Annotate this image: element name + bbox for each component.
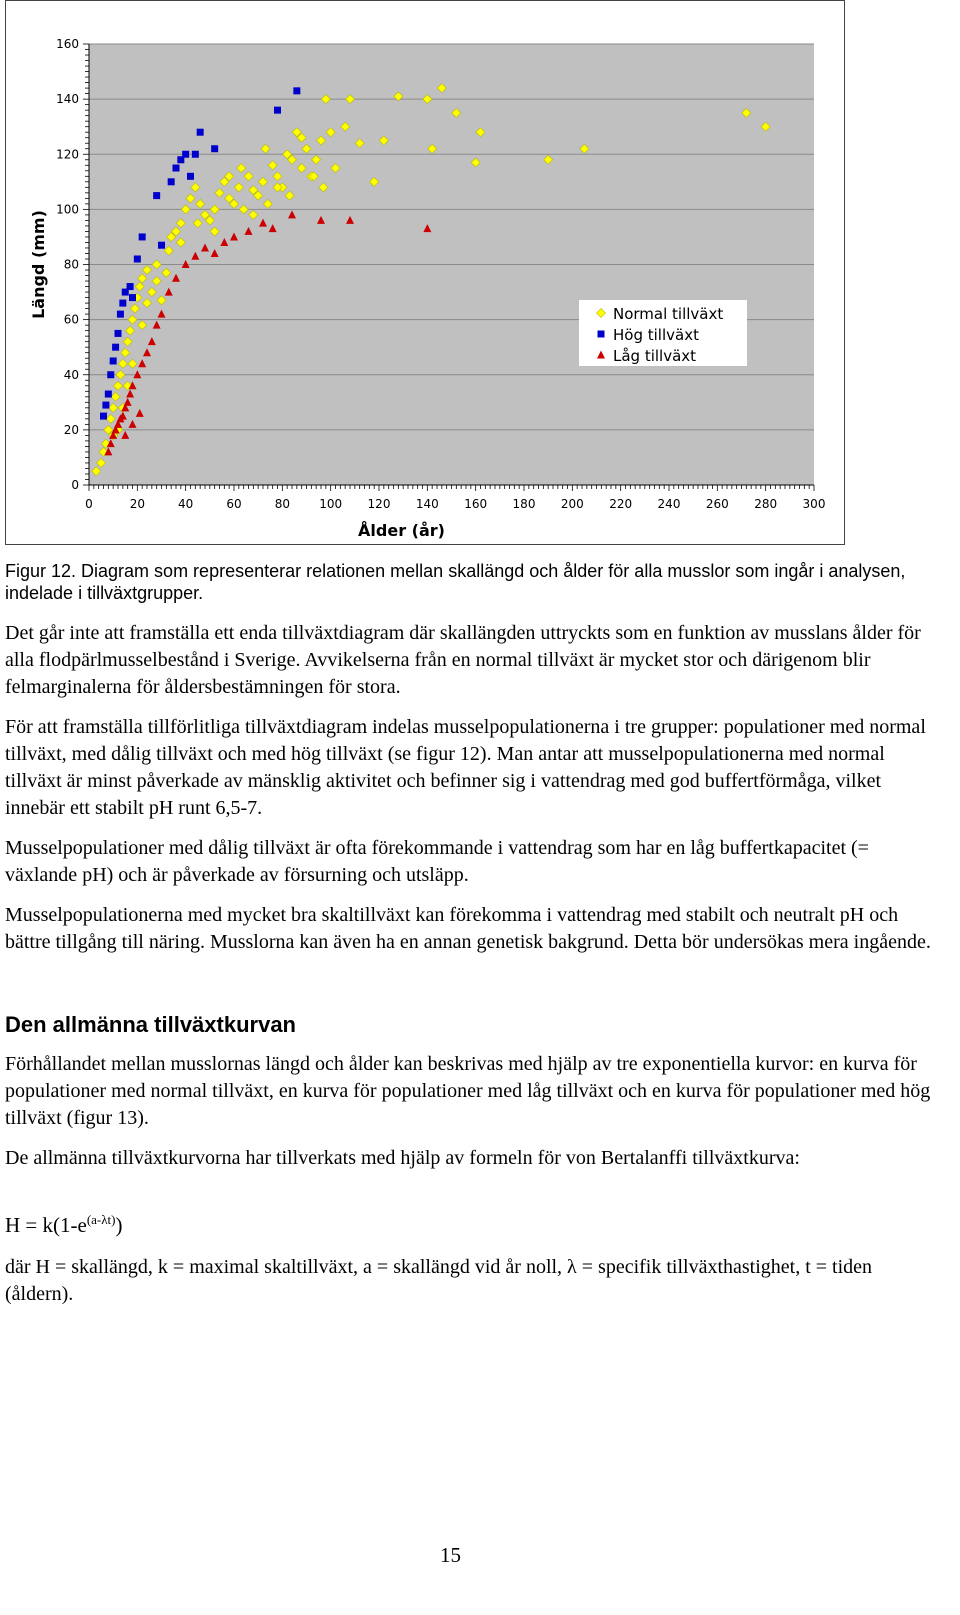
square-point-h-g-tillv-xt <box>139 233 146 240</box>
paragraph-6: De allmänna tillväxtkurvorna har tillverkats med hjälp av formeln för von Bertalanffi tillväxtkurva: <box>5 1147 800 1169</box>
legend-label: Låg tillväxt <box>613 347 697 365</box>
square-point-h-g-tillv-xt <box>115 330 122 337</box>
formula-end: ) <box>115 1213 123 1237</box>
square-point-h-g-tillv-xt <box>102 402 109 409</box>
x-tick-label: 0 <box>85 497 93 511</box>
y-tick-label: 20 <box>63 422 79 437</box>
square-point-h-g-tillv-xt <box>153 192 160 199</box>
y-tick-label: 120 <box>56 147 79 162</box>
x-tick-label: 60 <box>226 497 242 511</box>
square-point-h-g-tillv-xt <box>110 357 117 364</box>
square-point-h-g-tillv-xt <box>192 151 199 158</box>
x-tick-label: 180 <box>512 497 536 511</box>
paragraph-4: Musselpopulationerna med mycket bra skaltillväxt kan förekomma i vattendrag med stabilt och neutralt pH och bättre tillgång till näring. Musslorna kan även ha en annan genetisk bakgrund. Detta bör undersökas mera ingående. <box>5 904 931 953</box>
section-heading: Den allmänna tillväxtkurvan <box>5 1012 296 1037</box>
square-point-h-g-tillv-xt <box>134 255 141 262</box>
x-tick-label: 260 <box>705 497 729 511</box>
y-tick-label: 100 <box>56 202 79 217</box>
figure-12-chart <box>5 0 845 545</box>
x-tick-label: 20 <box>129 497 145 511</box>
square-point-h-g-tillv-xt <box>117 311 124 318</box>
x-tick-label: 100 <box>319 497 343 511</box>
x-tick-label: 160 <box>464 497 488 511</box>
paragraph-2: För att framställa tillförlitliga tillväxtdiagram indelas musselpopulationerna i tre grupper: populationer med normal tillväxt, med dålig tillväxt och med hög tillväxt (se figur 12). Man antar att musselpopulationerna med normal tillväxt är minst påverkade av mänsklig aktivitet och befinner sig i vattendrag med god buffertförmåga, vilket innebär ett stabilt pH runt 6,5-7. <box>5 716 926 819</box>
square-point-h-g-tillv-xt <box>211 145 218 152</box>
square-point-h-g-tillv-xt <box>107 371 114 378</box>
legend-marker <box>598 331 605 338</box>
y-tick-label: 60 <box>63 312 79 327</box>
square-point-h-g-tillv-xt <box>274 107 281 114</box>
y-tick-label: 80 <box>63 257 79 272</box>
square-point-h-g-tillv-xt <box>173 165 180 172</box>
y-tick-label: 160 <box>56 37 79 51</box>
paragraph-3: Musselpopulationer med dålig tillväxt är ofta förekommande i vattendrag som har en låg buffertkapacitet (= växlande pH) och är påverkade av försurning och utsläpp. <box>5 837 869 886</box>
x-tick-label: 200 <box>560 497 584 511</box>
y-tick-label: 140 <box>56 92 79 107</box>
y-tick-label: 0 <box>71 478 79 492</box>
square-point-h-g-tillv-xt <box>182 151 189 158</box>
x-axis-title: Ålder (år) <box>358 521 445 540</box>
paragraph-1: Det går inte att framställa ett enda tillväxtdiagram där skallängden uttryckts som en funktion av musslans ålder för alla flodpärlmusselbestånd i Sverige. Avvikelserna från en normal tillväxt är mycket stor och därigenom blir felmarginalerna för åldersbestämningen för stora. <box>5 622 921 698</box>
y-tick-label: 40 <box>63 367 79 382</box>
x-tick-label: 140 <box>415 497 439 511</box>
square-point-h-g-tillv-xt <box>158 242 165 249</box>
bertalanffy-formula <box>5 1212 123 1238</box>
square-point-h-g-tillv-xt <box>119 300 126 307</box>
y-axis-title: Längd (mm) <box>29 210 48 319</box>
square-point-h-g-tillv-xt <box>129 294 136 301</box>
x-tick-label: 80 <box>274 497 290 511</box>
x-tick-label: 280 <box>754 497 778 511</box>
square-point-h-g-tillv-xt <box>100 413 107 420</box>
paragraph-5: Förhållandet mellan musslornas längd och ålder kan beskrivas med hjälp av tre exponentiella kurvor: en kurva för populationer med normal tillväxt, en kurva för populationer med låg tillväxt och en kurva för populationer med hög tillväxt (figur 13). <box>5 1053 931 1129</box>
formula-main: H = k(1-e <box>5 1213 87 1237</box>
square-point-h-g-tillv-xt <box>112 344 119 351</box>
page-number: 15 <box>440 1543 461 1567</box>
square-point-h-g-tillv-xt <box>127 283 134 290</box>
square-point-h-g-tillv-xt <box>187 173 194 180</box>
square-point-h-g-tillv-xt <box>168 178 175 185</box>
figure-caption: Figur 12. Diagram som representerar relationen mellan skallängd och ålder för alla musslor som ingår i analysen, indelade i tillväxtgrupper. <box>5 561 906 603</box>
x-tick-label: 300 <box>802 497 826 511</box>
x-tick-label: 240 <box>657 497 681 511</box>
x-tick-label: 40 <box>178 497 194 511</box>
square-point-h-g-tillv-xt <box>293 87 300 94</box>
x-tick-label: 120 <box>367 497 391 511</box>
x-tick-label: 220 <box>609 497 633 511</box>
formula-exponent: (a-λt) <box>86 1212 116 1227</box>
paragraph-7: där H = skallängd, k = maximal skaltillväxt, a = skallängd vid år noll, λ = specifik tillväxthastighet, t = tiden (åldern). <box>5 1256 873 1305</box>
legend-label: Hög tillväxt <box>613 326 699 344</box>
scatter-plot <box>6 1 846 546</box>
square-point-h-g-tillv-xt <box>105 391 112 398</box>
legend-label: Normal tillväxt <box>613 305 724 323</box>
square-point-h-g-tillv-xt <box>197 129 204 136</box>
